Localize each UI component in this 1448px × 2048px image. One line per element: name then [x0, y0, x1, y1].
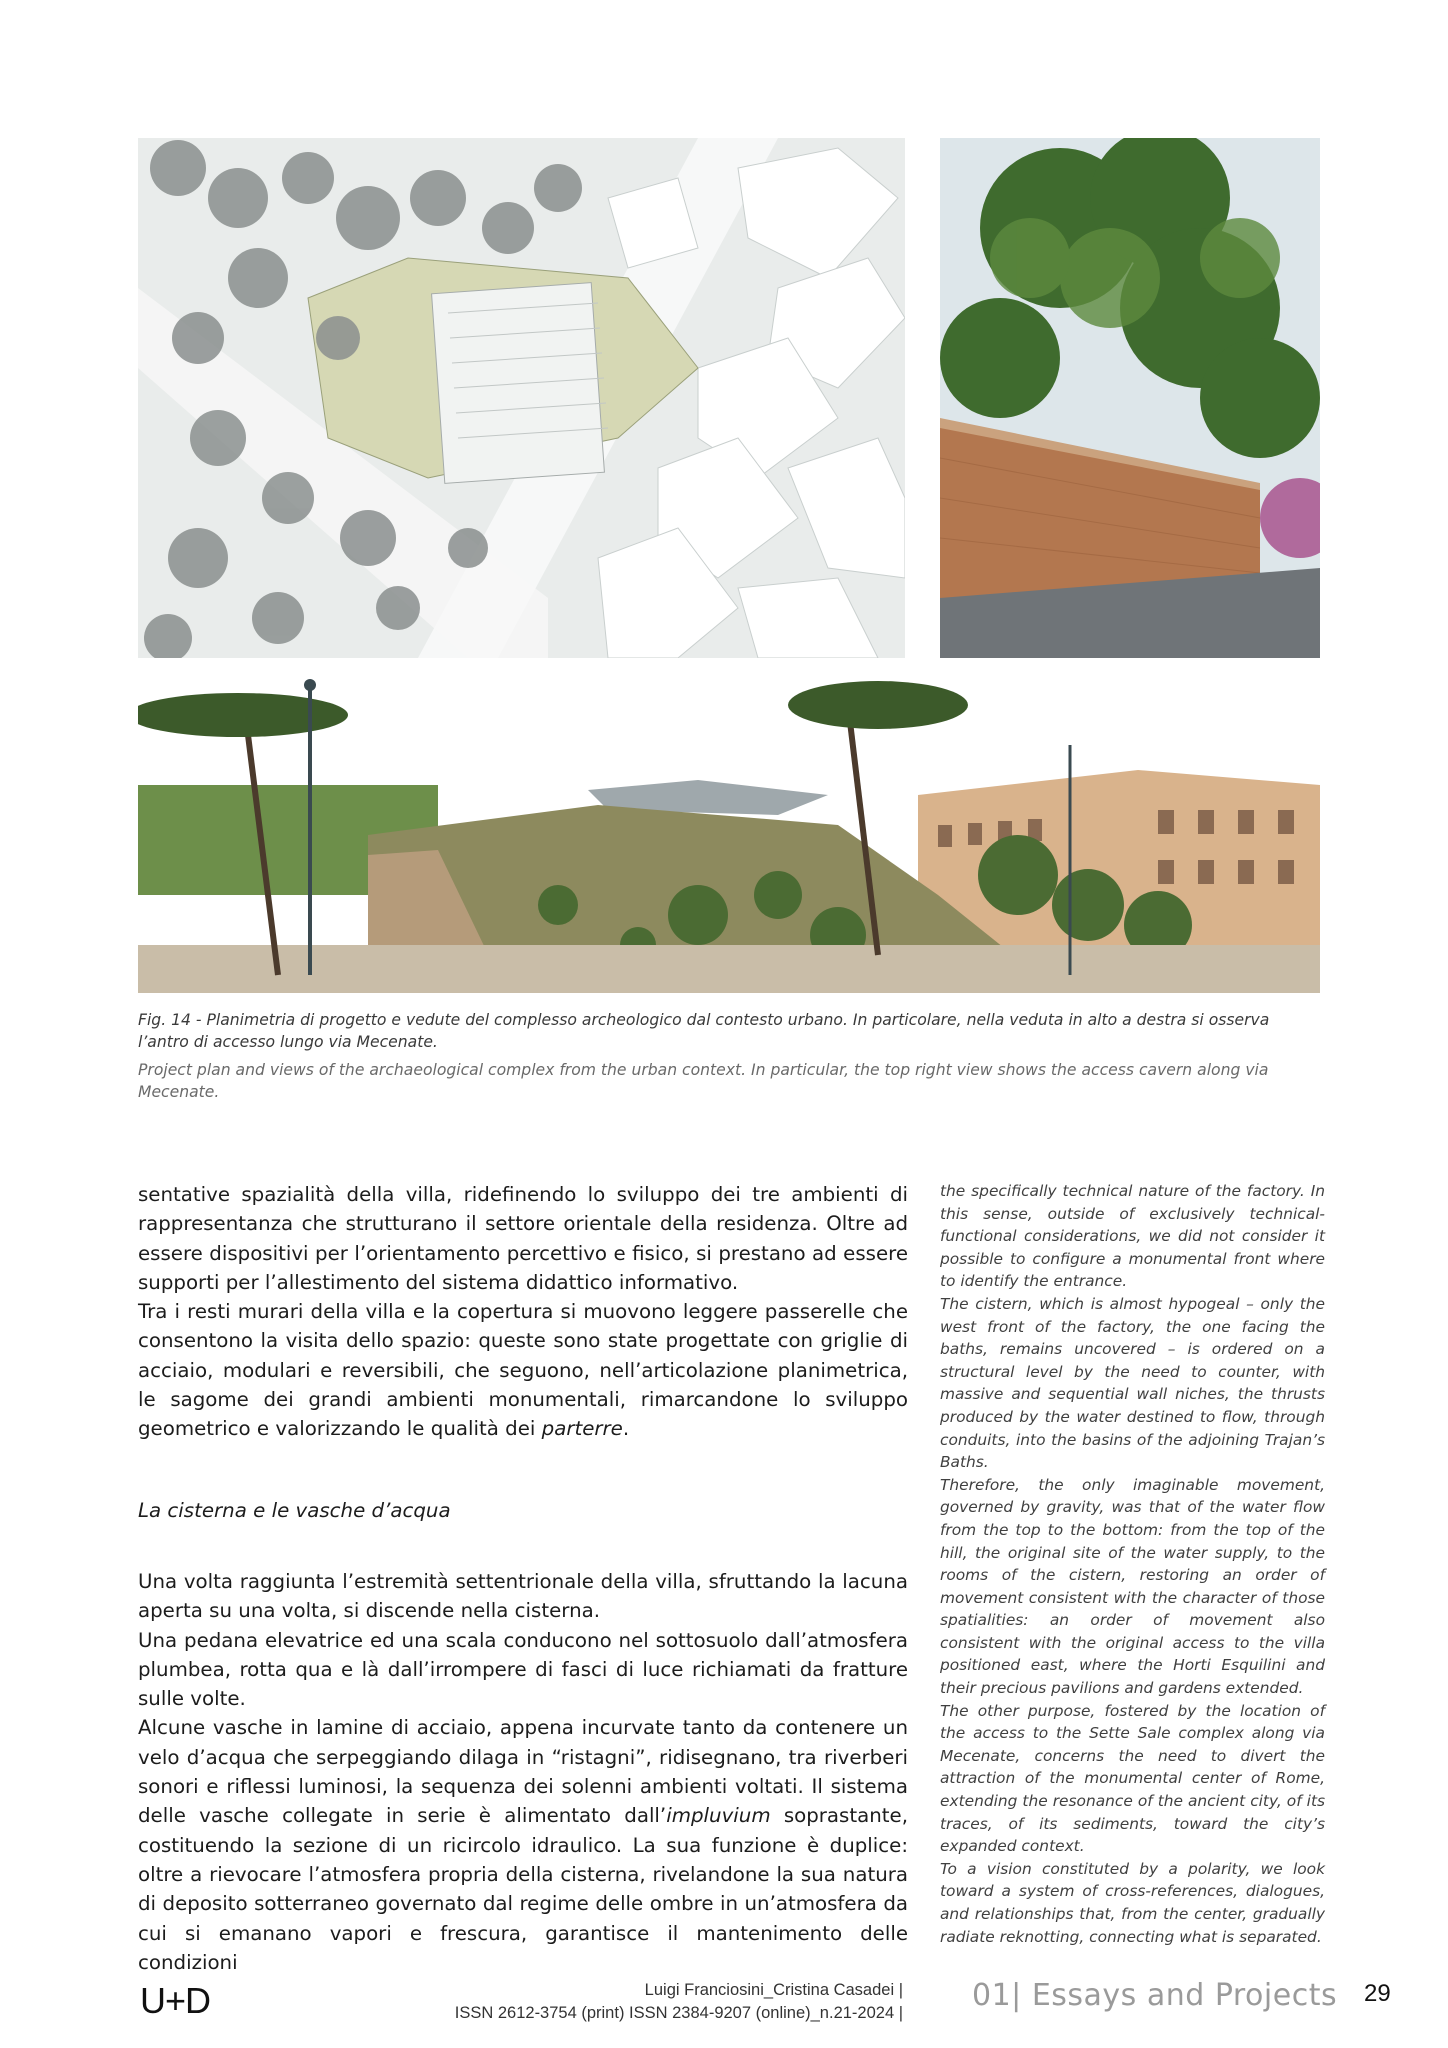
side-paragraph: The cistern, which is almost hypogeal – only the west front of the factory, the one facing the baths, remains uncovered – is ordered on a structural level by the need to counter, with massive and sequential wall niches, the thrusts produced by the water destined to flow, through conduits, into the basins of the adjoining Trajan’s Baths.	[940, 1294, 1325, 1472]
site-plan-image	[138, 138, 905, 658]
section-heading: La cisterna e le vasche d’acqua	[138, 1498, 451, 1522]
italic-term: parterre	[541, 1417, 623, 1441]
main-paragraph: Una pedana elevatrice ed una scala conducono nel sottosuolo dall’atmosfera plumbea, rotta qua e là dall’irrompere di fasci di luce richiamati da fratture sulle volte.	[138, 1628, 908, 1711]
text-run: .	[622, 1417, 630, 1441]
journal-logo: U+D	[140, 1980, 211, 2021]
page-number: 29	[1364, 1980, 1391, 2007]
main-paragraph: sentative spazialità della villa, ridefinendo lo sviluppo dei tre ambienti di rappresentanza che strutturano il settore orientale della residenza. Oltre ad essere dispositivi per l’orientamento percettivo e fisico, si prestano ad essere supporti per l’allestimento del sistema didattico informativo.	[138, 1183, 908, 1294]
via-mecenate-wall-photo	[940, 138, 1320, 658]
issn: ISSN 2612-3754 (print) ISSN 2384-9207 (online)_n.21-2024 |	[454, 2004, 903, 2022]
citation	[300, 1979, 903, 2025]
urban-context-panorama	[138, 675, 1320, 993]
side-paragraph: The other purpose, fostered by the location of the access to the Sette Sale complex along via Mecenate, concerns the need to divert the attraction of the monumental center of Rome, extending the resonance of the ancient city, of its traces, of its sediments, toward the city’s expanded context.	[940, 1701, 1325, 1856]
figure-caption	[138, 1009, 1320, 1103]
text-run: Alcune vasche in lamine di acciaio, appena incurvate tanto da contenere un velo d’acqua che serpeggiando dilaga in “ristagni”, ridisegnano, tra riverberi sonori e riflessi luminosi, la sequenza dei solenni ambienti voltati. Il sistema delle vasche collegate in serie è alimentato dall’	[138, 1716, 908, 1828]
italic-term: impluvium	[666, 1804, 771, 1828]
side-paragraph: To a vision constituted by a polarity, we look toward a system of cross-references, dialogues, and relationships that, from the center, gradually radiate reknotting, connecting what is separated.	[940, 1859, 1325, 1946]
caption-italian: Fig. 14 - Planimetria di progetto e vedute del complesso archeologico dal contesto urbano. In particolare, nella veduta in alto a destra si osserva l’antro di accesso lungo via Mecenate.	[138, 1011, 1270, 1051]
main-paragraph	[138, 1713, 908, 1977]
section-title: 01| Essays and Projects	[972, 1978, 1338, 2013]
authors: Luigi Franciosini_Cristina Casadei |	[644, 1981, 903, 1999]
text-run: soprastante, costituendo la sezione di un ricircolo idraulico. La sua funzione è duplice: oltre a rievocare l’atmosfera propria della cisterna, rivelandone la sua natura di deposito sotterraneo governato dal regime delle ombre in un’atmosfera da cui si emanano vapori e frescura, garantisce il mantenimento delle condizioni	[138, 1804, 908, 1974]
main-paragraph: Una volta raggiunta l’estremità settentrionale della villa, sfruttando la lacuna aperta su una volta, si discende nella cisterna.	[138, 1569, 908, 1623]
side-paragraph: the specifically technical nature of the factory. In this sense, outside of exclusively technical-functional considerations, we did not consider it possible to configure a monumental front where to identify the entrance.	[940, 1182, 1325, 1291]
main-paragraph	[138, 1297, 908, 1443]
main-column	[138, 1180, 908, 1977]
caption-english: Project plan and views of the archaeological complex from the urban context. In particular, the top right view shows the access cavern along via Mecenate.	[138, 1061, 1269, 1101]
side-paragraph: Therefore, the only imaginable movement, governed by gravity, was that of the water flow from the top to the bottom: from the top of the hill, the original site of the water supply, to the rooms of the cistern, restoring an order of movement consistent with the character of those spatialities: an order of movement also consistent with the original access to the villa positioned east, where the Horti Esquilini and their precious pavilions and gardens extended.	[940, 1475, 1325, 1698]
english-column	[940, 1180, 1325, 1948]
text-run: Tra i resti murari della villa e la copertura si muovono leggere passerelle che consentono la visita dello spazio: queste sono state progettate con griglie di acciaio, modulari e reversibili, che seguono, nell’articolazione planimetrica, le sagome dei grandi ambienti monumentali, rimarcandone lo sviluppo geometrico e valorizzando le qualità dei	[138, 1300, 908, 1441]
